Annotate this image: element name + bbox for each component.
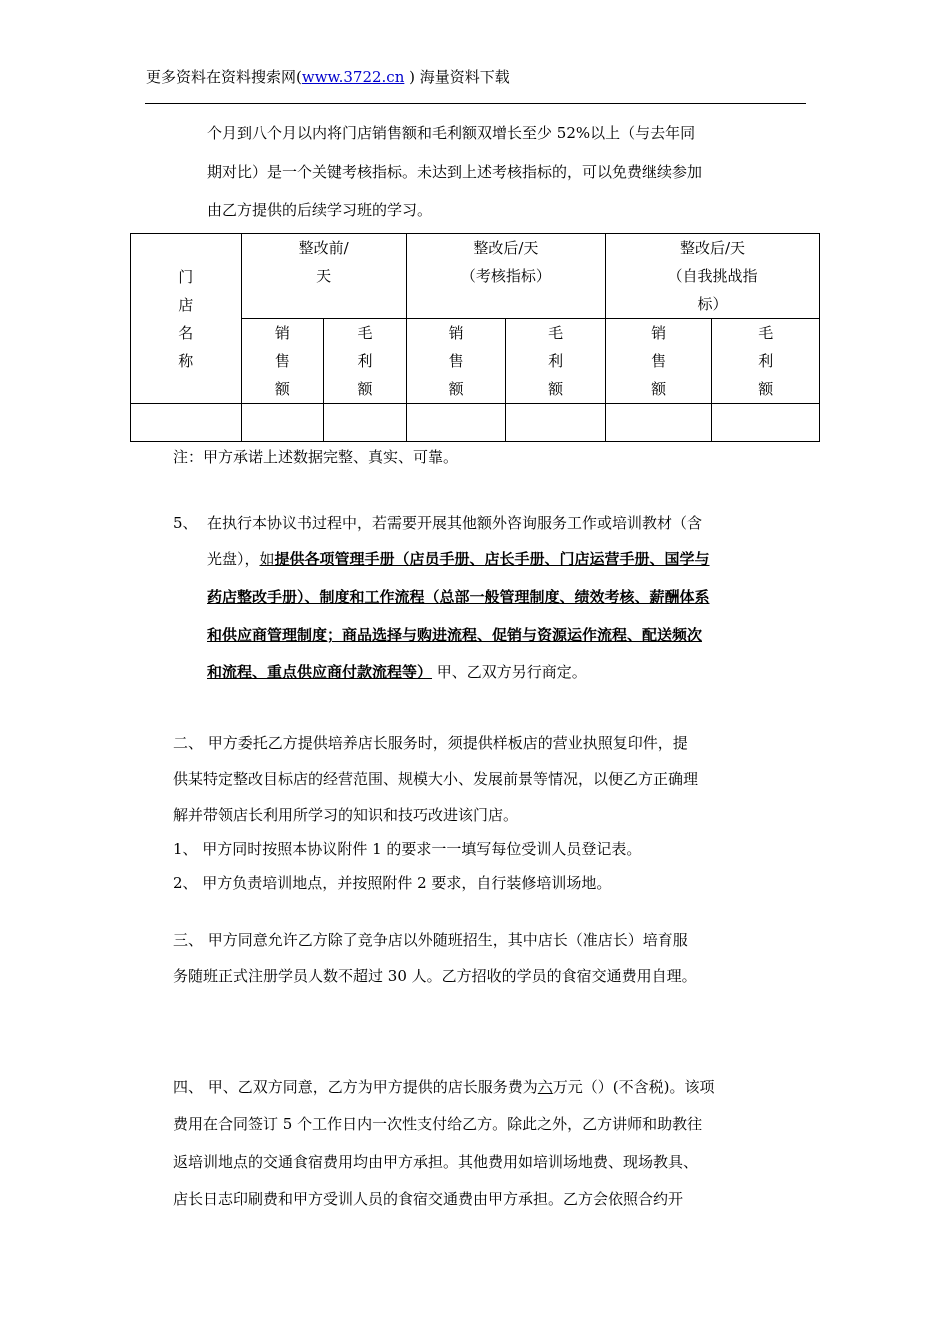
header-rule — [145, 103, 806, 104]
sec4-line-4: 店长日志印刷费和甲方受训人员的食宿交通费由甲方承担。乙方会依照合约开 — [173, 1190, 684, 1208]
header-link[interactable]: www.3722.cn — [301, 68, 405, 86]
group-header-after-challenge: 整改后/天 （自我挑战指 标） — [605, 234, 819, 319]
sec3-line-1: 三、 甲方同意允许乙方除了竞争店以外随班招生，其中店长（准店长）培育服 — [173, 931, 688, 949]
kpi-table — [130, 233, 820, 442]
table-cell[interactable] — [241, 404, 324, 442]
table-cell[interactable] — [506, 404, 606, 442]
item5-line-5: 和流程、重点供应商付款流程等） 甲、乙双方另行商定。 — [207, 663, 587, 681]
sec2-item-1: 1、 甲方同时按照本协议附件 1 的要求一一填写每位受训人员登记表。 — [173, 840, 642, 858]
header-prefix: 更多资料在资料搜索网( — [146, 68, 302, 86]
sec4-line-1: 四、 甲、乙双方同意，乙方为甲方提供的店长服务费为六万元（）(不含税)。该项 — [173, 1078, 715, 1096]
item5-line-2: 光盘），如提供各项管理手册（店员手册、店长手册、门店运营手册、国学与 — [207, 550, 710, 568]
sec4-line-3: 返培训地点的交通食宿费用均由甲方承担。其他费用如培训场地费、现场教具、 — [173, 1153, 699, 1171]
sub-header-profit-3: 毛利额 — [712, 319, 820, 404]
intro-line-3: 由乙方提供的后续学习班的学习。 — [207, 201, 433, 219]
sub-header-profit-2: 毛利额 — [506, 319, 606, 404]
sec2-line-1: 二、 甲方委托乙方提供培养店长服务时，须提供样板店的营业执照复印件，提 — [173, 734, 688, 752]
sub-header-sales-2: 销售额 — [406, 319, 506, 404]
intro-line-1: 个月到八个月以内将门店销售额和毛利额双增长至少 52%以上（与去年同 — [207, 124, 696, 142]
sec3-line-2: 务随班正式注册学员人数不超过 30 人。乙方招收的学员的食宿交通费用自理。 — [173, 967, 697, 985]
page-header — [146, 66, 510, 87]
table-cell[interactable] — [131, 404, 242, 442]
item5-number: 5、 — [173, 514, 198, 532]
table-cell[interactable] — [406, 404, 506, 442]
sec2-line-2: 供某特定整改目标店的经营范围、规模大小、发展前景等情况，以便乙方正确理 — [173, 770, 699, 788]
header-suffix: ) 海量资料下载 — [404, 68, 510, 86]
sub-header-profit-1: 毛利额 — [324, 319, 407, 404]
group-header-before: 整改前/ 天 — [241, 234, 406, 319]
table-cell[interactable] — [324, 404, 407, 442]
table-cell[interactable] — [605, 404, 712, 442]
sec2-item-2: 2、 甲方负责培训地点，并按照附件 2 要求，自行装修培训场地。 — [173, 874, 612, 892]
store-name-header: 门店名称 — [131, 234, 242, 404]
table-note: 注：甲方承诺上述数据完整、真实、可靠。 — [173, 448, 459, 466]
item5-line-1: 在执行本协议书过程中，若需要开展其他额外咨询服务工作或培训教材（含 — [207, 514, 703, 532]
sub-header-sales-1: 销售额 — [241, 319, 324, 404]
item5-line-3: 药店整改手册）、制度和工作流程（总部一般管理制度、绩效考核、薪酬体系 — [207, 588, 710, 606]
group-header-after-kpi: 整改后/天 （考核指标） — [406, 234, 605, 319]
sec2-line-3: 解并带领店长利用所学习的知识和技巧改进该门店。 — [173, 806, 519, 824]
sec4-line-2: 费用在合同签订 5 个工作日内一次性支付给乙方。除此之外，乙方讲师和助教往 — [173, 1115, 703, 1133]
table-cell[interactable] — [712, 404, 820, 442]
item5-line-4: 和供应商管理制度；商品选择与购进流程、促销与资源运作流程、配送频次 — [207, 626, 703, 644]
sub-header-sales-3: 销售额 — [605, 319, 712, 404]
intro-line-2: 期对比）是一个关键考核指标。未达到上述考核指标的，可以免费继续参加 — [207, 163, 703, 181]
